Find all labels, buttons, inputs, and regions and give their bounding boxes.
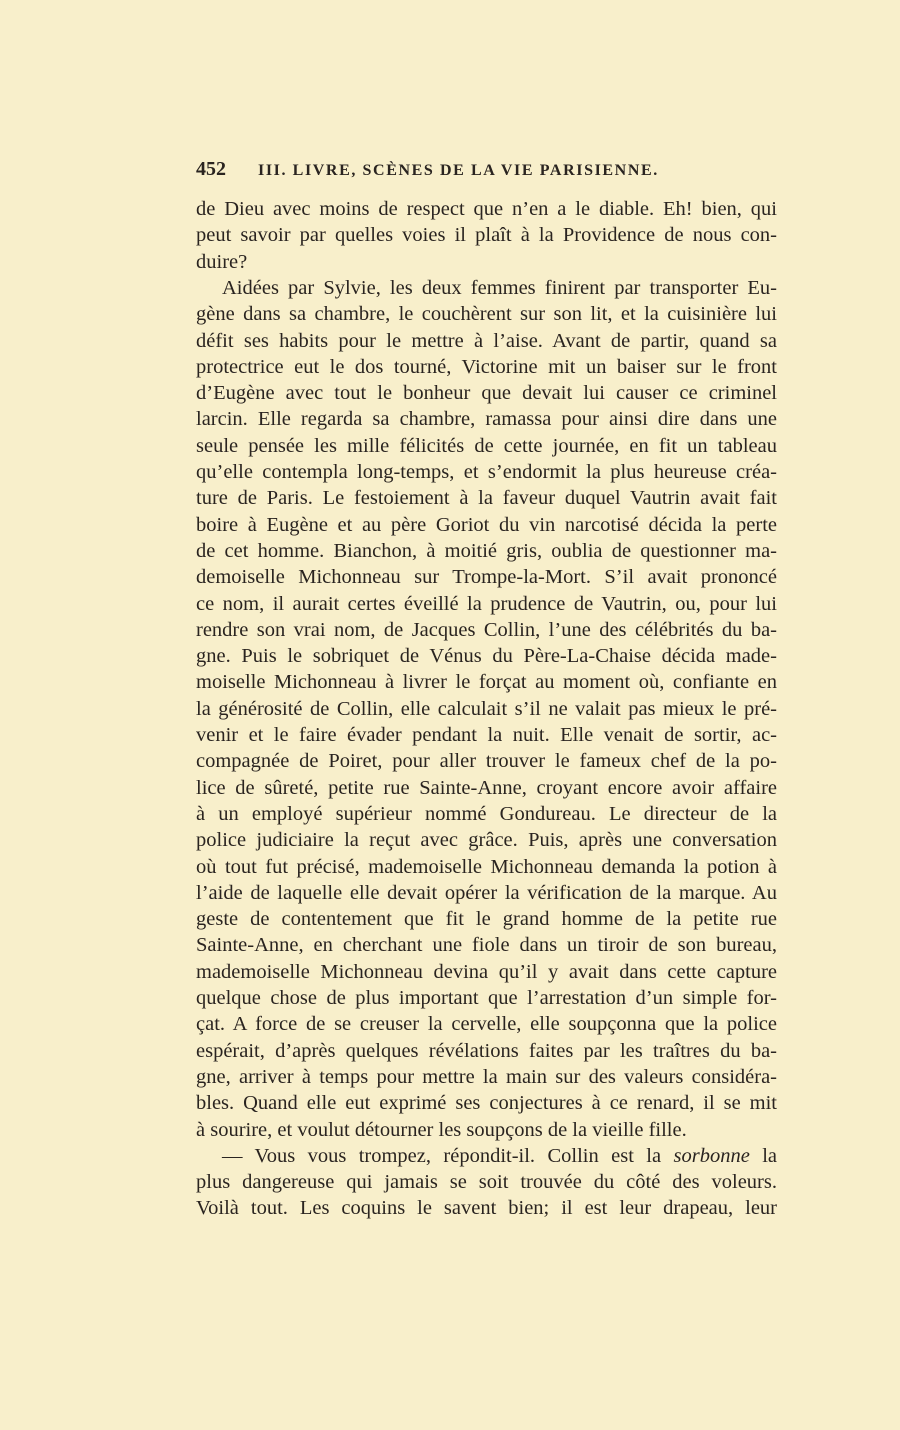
running-title: III. LIVRE, SCÈNES DE LA VIE PARISIENNE. bbox=[258, 162, 659, 179]
text-line: bles. Quand elle eut exprimé ses conjectures à ce renard, il se mit bbox=[196, 1092, 777, 1115]
text-line: geste de contentement que fit le grand homme de la petite rue bbox=[196, 908, 777, 931]
text-line: gne. Puis le sobriquet de Vénus du Père-La-Chaise décida made- bbox=[196, 645, 777, 668]
text-line: rendre son vrai nom, de Jacques Collin, l’une des célébrités du ba- bbox=[196, 618, 777, 641]
page-number: 452 bbox=[196, 158, 226, 180]
text-line bbox=[196, 1143, 777, 1169]
text-line: boire à Eugène et au père Goriot du vin narcotisé décida la perte bbox=[196, 513, 777, 536]
text-line: larcin. Elle regarda sa chambre, ramassa pour ainsi dire dans une bbox=[196, 408, 777, 431]
text-line: gne, arriver à temps pour mettre la main sur des valeurs considéra- bbox=[196, 1065, 777, 1088]
text-line: çat. A force de se creuser la cervelle, elle soupçonna que la police bbox=[196, 1013, 777, 1036]
text-line: à un employé supérieur nommé Gondureau. Le directeur de la bbox=[196, 802, 777, 825]
text-line: défit ses habits pour le mettre à l’aise. Avant de partir, quand sa bbox=[196, 329, 777, 352]
text-line: peut savoir par quelles voies il plaît à la Providence de nous con- bbox=[196, 224, 777, 247]
text-line: demoiselle Michonneau sur Trompe-la-Mort. S’il avait prononcé bbox=[196, 566, 777, 589]
text-segment: — Vous vous trompez, répondit-il. Collin est la bbox=[222, 1144, 674, 1167]
running-header bbox=[196, 160, 777, 186]
text-line: compagnée de Poiret, pour aller trouver le fameux chef de la po- bbox=[196, 750, 777, 773]
text-line: Voilà tout. Les coquins le savent bien; il est leur drapeau, leur bbox=[196, 1197, 777, 1220]
text-line: espérait, d’après quelques révélations faites par les traîtres du ba- bbox=[196, 1039, 777, 1062]
text-line: seule pensée les mille félicités de cette journée, en fit un tableau bbox=[196, 434, 777, 457]
text-line: moiselle Michonneau à livrer le forçat au moment où, confiante en bbox=[196, 671, 777, 694]
text-line: plus dangereuse qui jamais se soit trouvée du côté des voleurs. bbox=[196, 1171, 777, 1194]
text-line: duire? bbox=[196, 250, 248, 273]
text-line: de cet homme. Bianchon, à moitié gris, oublia de questionner ma- bbox=[196, 539, 777, 562]
text-line: lice de sûreté, petite rue Sainte-Anne, croyant encore avoir affaire bbox=[196, 776, 777, 799]
text-line: l’aide de laquelle elle devait opérer la vérification de la marque. Au bbox=[196, 881, 777, 904]
text-line: qu’elle contempla long-temps, et s’endormit la plus heureuse créa- bbox=[196, 461, 777, 483]
text-line: police judiciaire la reçut avec grâce. Puis, après une conversation bbox=[196, 829, 777, 852]
text-line: ce nom, il aurait certes éveillé la prudence de Vautrin, ou, pour lui bbox=[196, 592, 777, 615]
italic-word: sorbonne bbox=[673, 1144, 750, 1167]
text-line: la générosité de Collin, elle calculait s’il ne valait pas mieux le pré- bbox=[196, 697, 777, 720]
text-line: venir et le faire évader pendant la nuit. Elle venait de sortir, ac- bbox=[196, 724, 777, 746]
text-line: Sainte-Anne, en cherchant une fiole dans un tiroir de son bureau, bbox=[196, 934, 777, 957]
text-line: ture de Paris. Le festoiement à la faveur duquel Vautrin avait fait bbox=[196, 487, 777, 510]
text-line: protectrice eut le dos tourné, Victorine mit un baiser sur le front bbox=[196, 355, 777, 378]
text-line: de Dieu avec moins de respect que n’en a le diable. Eh! bien, qui bbox=[196, 198, 777, 220]
text-line: où tout fut précisé, mademoiselle Michonneau demanda la potion à bbox=[196, 855, 777, 878]
text-line: mademoiselle Michonneau devina qu’il y avait dans cette capture bbox=[196, 960, 777, 983]
text-line: Aidées par Sylvie, les deux femmes finirent par transporter Eu- bbox=[222, 276, 777, 299]
text-line: à sourire, et voulut détourner les soupçons de la vieille fille. bbox=[196, 1118, 687, 1141]
text-segment: la bbox=[749, 1144, 777, 1167]
text-line: d’Eugène avec tout le bonheur que devait lui causer ce criminel bbox=[196, 382, 777, 405]
text-line: gène dans sa chambre, le couchèrent sur son lit, et la cuisinière lui bbox=[196, 303, 777, 326]
text-line: quelque chose de plus important que l’arrestation d’un simple for- bbox=[196, 987, 777, 1009]
